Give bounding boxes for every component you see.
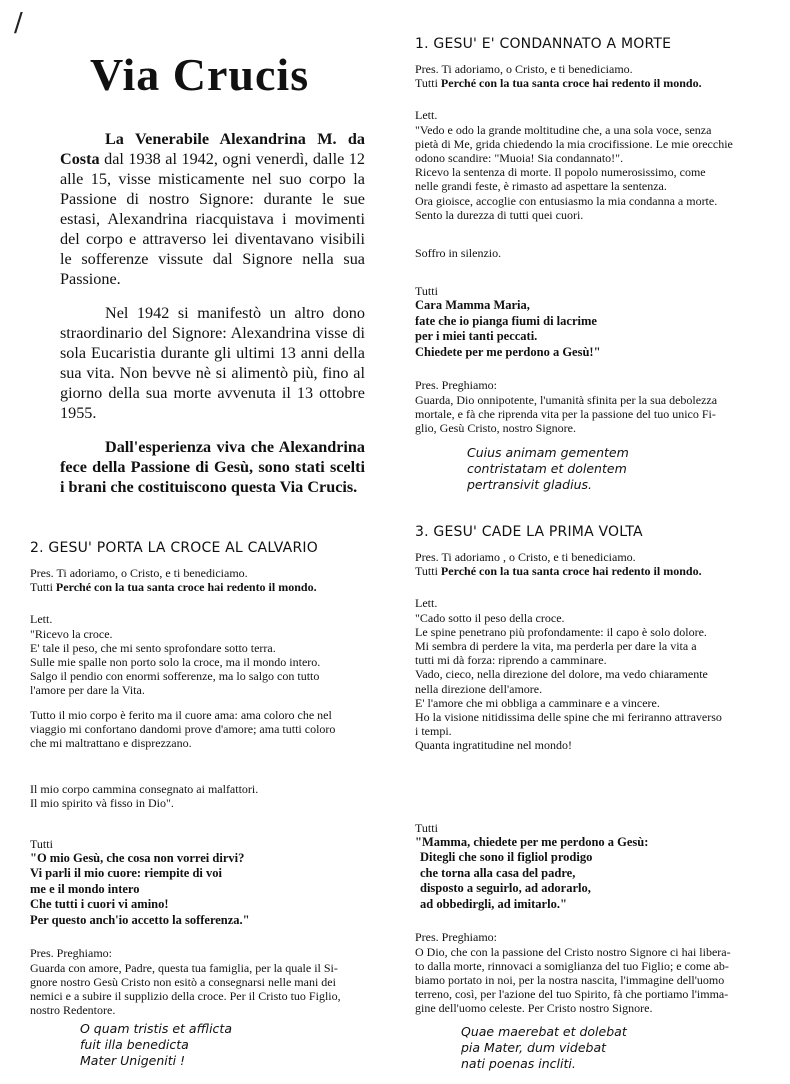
reading-line: pietà di Me, grida chiedendo la mia crocifissione. Le mie orecchie: [415, 136, 733, 151]
prayer-line: "O mio Gesù, che cosa non vorrei dirvi?: [30, 850, 245, 865]
station-2-pres: Pres. Ti adoriamo, o Cristo, e ti benediciamo.: [30, 566, 248, 580]
reading-line: E' tale il peso, che mi sento sprofondare sotto terra.: [30, 640, 276, 655]
station-2: [30, 540, 400, 1069]
tutti-label: Tutti: [30, 580, 53, 595]
station-2-latin: [80, 1021, 400, 1069]
collect-line: gine dell'uomo celeste. Per Cristo nostro Signore.: [415, 1001, 653, 1016]
reading-line: "Vedo e odo la grande moltitudine che, a una sola voce, senza: [415, 122, 712, 137]
station-1-collect: [415, 378, 775, 435]
collect-line: nostro Redentore.: [30, 1003, 116, 1018]
station-3-tutti2-label: Tutti: [415, 820, 438, 835]
station-1-title: 1. GESU' E' CONDANNATO A MORTE: [415, 36, 672, 52]
station-1-soffro: Soffro in silenzio.: [415, 246, 502, 261]
station-1-tutti: [415, 76, 775, 90]
latin-line: pertransivit gladius.: [467, 477, 592, 493]
prayer-line: me e il mondo intero: [30, 881, 140, 896]
reading-line: Vado, cieco, nella direzione del dolore, ma vedo chiaramente: [415, 667, 708, 682]
intro-text: [60, 129, 365, 497]
station-1: [415, 36, 775, 493]
pen-mark: /: [14, 8, 23, 38]
station-3-title: 3. GESU' CADE LA PRIMA VOLTA: [415, 524, 643, 540]
station-3-tutti: [415, 564, 775, 578]
tutti-response: Perché con la tua santa croce hai redento il mondo.: [55, 580, 317, 595]
reading-line: viaggio mi confortano dandomi prove d'amore; ama tutti coloro: [30, 721, 336, 736]
reading-line: Ricevo la sentenza di morte. Il popolo numerosissimo, come: [415, 165, 706, 180]
reading-line: Quanta ingratitudine nel mondo!: [415, 738, 572, 753]
intro-paragraph-3: Dall'esperienza viva che Alexandrina fece della Passione di Gesù, sono stati scelti i brani che costituiscono questa Via Crucis.: [60, 438, 365, 496]
pres-label: Pres. Preghiamo:: [415, 378, 497, 393]
station-3-collect: [415, 930, 775, 1015]
station-2-tutti2-label: Tutti: [30, 836, 53, 851]
collect-line: Guarda con amore, Padre, questa tua famiglia, per la quale il Si-: [30, 960, 338, 975]
station-1-tutti2-label: Tutti: [415, 284, 438, 299]
prayer-line: fate che io pianga fiumi di lacrime: [415, 313, 597, 328]
prayer-line: Ditegli che sono il figliol prodigo: [420, 850, 593, 865]
prayer-line: ad obbedirgli, ad imitarlo.": [420, 896, 567, 911]
intro-paragraph-1: [60, 129, 365, 289]
reading-line: Mi sembra di perdere la vita, ma perderla per dare la vita a: [415, 639, 697, 654]
station-2-title: 2. GESU' PORTA LA CROCE AL CALVARIO: [30, 540, 318, 556]
reading-line: odono scandire: "Muoia! Sia condannato!".: [415, 151, 624, 166]
reading-line: tutti mi dà forza: riprendo a camminare.: [415, 653, 607, 668]
intro-column: [60, 48, 365, 511]
reading-line: i tempi.: [415, 724, 452, 739]
prayer-line: Per questo anch'io accetto la sofferenza.": [30, 912, 250, 927]
collect-line: terreno, così, per l'azione del tuo Spirito, fà che portiamo l'imma-: [415, 987, 729, 1002]
tutti-response: Perché con la tua santa croce hai redento il mondo.: [440, 76, 702, 91]
collect-line: biamo portato in noi, per la nostra nascita, l'immagine dell'uomo: [415, 972, 725, 987]
reading-line: Tutto il mio corpo è ferito ma il cuore ama: ama coloro che nel: [30, 707, 332, 722]
collect-line: to dalla morte, rinnovaci a somiglianza del tuo Figlio; e come ab-: [415, 958, 729, 973]
latin-line: nati poenas incliti.: [461, 1055, 576, 1071]
latin-line: O quam tristis et afflicta: [80, 1021, 232, 1037]
pres-label: Pres. Preghiamo:: [415, 930, 497, 945]
reading-line: nelle grandi feste, è rimasto ad aspettare la sentenza.: [415, 179, 667, 194]
intro-paragraph-2: Nel 1942 si manifestò un altro dono straordinario del Signore: Alexandrina visse di sola Eucaristia durante gli ultimi 13 anni della sua vita. Non bevve nè si alimentò più, fino al giorno della sua morte avvenuta il 13 ottobre 1955.: [60, 304, 365, 422]
latin-line: contristatam et dolentem: [467, 461, 627, 477]
collect-line: Guarda, Dio onnipotente, l'umanità sfinita per la sua debolezza: [415, 392, 718, 407]
station-2-tutti: [30, 580, 400, 594]
reading-line: "Cado sotto il peso della croce.: [415, 610, 565, 625]
reading-line: Le spine penetrano più profondamente: il capo è solo dolore.: [415, 624, 707, 639]
prayer-line: per i miei tanti peccati.: [415, 329, 538, 344]
collect-line: O Dio, che con la passione del Cristo nostro Signore ci hai libera-: [415, 944, 731, 959]
page-title: Via Crucis: [90, 49, 310, 100]
station-2-reading: [30, 612, 400, 810]
prayer-line: "Mamma, chiedete per me perdono a Gesù:: [415, 834, 649, 849]
station-1-reading: [415, 108, 775, 222]
intro-bold-name: La Venerabile Alexandrina M. da Costa: [60, 130, 365, 168]
latin-line: pia Mater, dum videbat: [461, 1039, 607, 1055]
station-1-latin: [467, 445, 775, 493]
prayer-line: disposto a seguirlo, ad adorarlo,: [420, 881, 591, 896]
reading-line: Il mio spirito và fisso in Dio".: [30, 796, 174, 811]
lett-label: Lett.: [415, 596, 438, 611]
lett-label: Lett.: [415, 108, 438, 123]
reading-line: l'amore per dare la Vita.: [30, 683, 145, 698]
pres-label: Pres. Preghiamo:: [30, 946, 112, 961]
lett-label: Lett.: [30, 612, 53, 627]
station-3-latin: [461, 1024, 775, 1072]
collect-line: nemici e a subire il supplizio della croce. Per il Cristo tuo Figlio,: [30, 988, 341, 1003]
station-2-collect: [30, 946, 400, 1017]
prayer-line: Vi parli il mio cuore: riempite di voi: [30, 866, 222, 881]
reading-line: nella direzione dell'amore.: [415, 681, 543, 696]
reading-line: "Ricevo la croce.: [30, 626, 113, 641]
latin-line: Mater Unigeniti !: [80, 1053, 186, 1069]
prayer-line: Cara Mamma Maria,: [415, 298, 530, 313]
latin-line: Quae maerebat et dolebat: [461, 1023, 627, 1039]
prayer-line: Che tutti i cuori vi amino!: [30, 897, 169, 912]
tutti-label: Tutti: [415, 76, 438, 91]
collect-line: mortale, e fà che riprenda vita per la passione del tuo unico Fi-: [415, 406, 716, 421]
latin-line: fuit illa benedicta: [80, 1037, 189, 1053]
reading-line: E' l'amore che mi obbliga a camminare e a vincere.: [415, 695, 660, 710]
intro-p1-rest: dal 1938 al 1942, ogni venerdì, dalle 12 alle 15, visse misticamente nel suo corpo la Passione di nostro Signore: durante le sue estasi, Alexandrina riacquistava i movimenti del corpo e attraverso lei diventavano visibili le sofferenze vissute dal Signore nella sua Passione.: [60, 150, 365, 288]
prayer-line: Chiedete per me perdono a Gesù!": [415, 344, 601, 359]
reading-line: Salgo il pendio con enormi sofferenze, ma lo salgo con tutto: [30, 669, 320, 684]
collect-line: glio, Gesù Cristo, nostro Signore.: [415, 421, 576, 436]
reading-line: Sento la durezza di tutti quei cuori.: [415, 207, 584, 222]
tutti-response: Perché con la tua santa croce hai redento il mondo.: [440, 564, 702, 579]
reading-line: Ho la visione nitidissima delle spine che mi feriranno attraverso: [415, 710, 722, 725]
station-3: [415, 524, 775, 1072]
reading-line: Sulle mie spalle non porto solo la croce, ma il mondo intero.: [30, 655, 321, 670]
station-1-pres: Pres. Ti adoriamo, o Cristo, e ti benediciamo.: [415, 62, 633, 76]
tutti-label: Tutti: [415, 564, 438, 579]
reading-line: Ora gioisce, accoglie con entusiasmo la mia condanna a morte.: [415, 193, 718, 208]
reading-line: che mi maltrattano e disprezzano.: [30, 736, 192, 751]
reading-line: Il mio corpo cammina consegnato ai malfattori.: [30, 782, 259, 797]
prayer-line: che torna alla casa del padre,: [420, 865, 576, 880]
station-3-pres: Pres. Ti adoriamo , o Cristo, e ti benediciamo.: [415, 550, 636, 564]
latin-line: Cuius animam gementem: [467, 445, 629, 461]
collect-line: gnore nostro Gesù Cristo non esitò a consegnarsi nelle mani dei: [30, 974, 336, 989]
station-3-reading: [415, 596, 775, 752]
